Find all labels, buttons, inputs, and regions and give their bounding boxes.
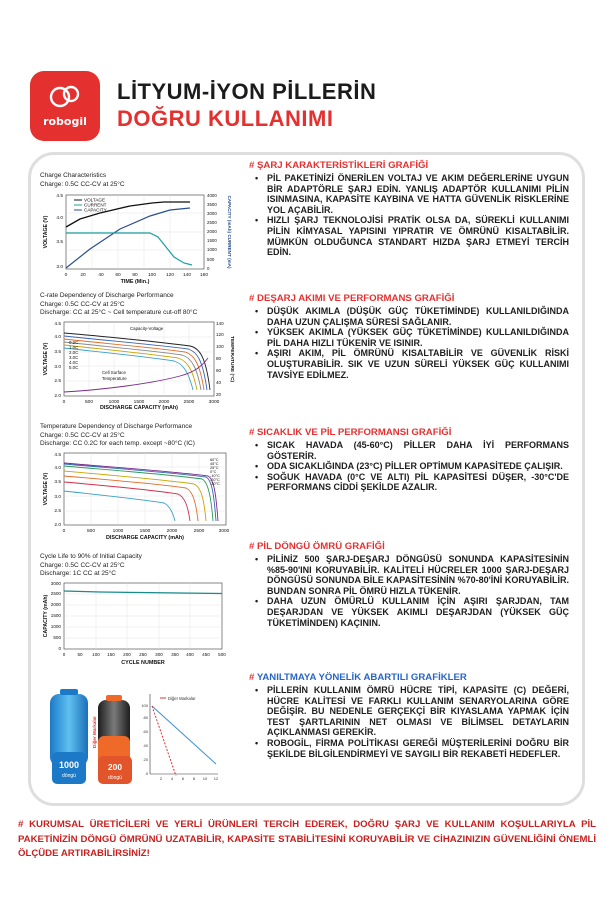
- robogil-logo: [30, 71, 100, 141]
- battery2-side-label: Diğer Markalar: [92, 716, 97, 748]
- battery1-unit: döngü: [62, 773, 76, 779]
- y2-tick: 100: [216, 343, 224, 349]
- chart-title: Temperature Dependency of Discharge Performance: [40, 423, 193, 430]
- section-heading: # DEŞARJ AKIMI VE PERFORMANS GRAFİĞİ: [249, 293, 455, 304]
- y-tick: 60: [143, 729, 148, 734]
- list-item: • DAHA UZUN ÖMÜRLÜ KULLANIM İÇİN AŞIRI ŞARJDAN, TAM DEŞARJDAN VE YÜKSEK AKIMLI DEŞARJDAN (YÜKSEK GÜÇ TÜKETİMİNDEN) KAÇININ.: [255, 596, 569, 628]
- cell-surface-label: Cell Surface: [102, 369, 126, 375]
- temp-legend: 0°C: [210, 469, 217, 474]
- charge-chart-svg: [40, 189, 236, 285]
- x-tick: 160: [199, 273, 209, 279]
- y-tick: 100: [141, 703, 148, 708]
- x-axis-label: DISCHARGE CAPACITY (mAh): [100, 404, 178, 410]
- page-title-line2: DOĞRU KULLANIMI: [117, 106, 334, 131]
- temperature-label: Temperature: [102, 375, 127, 381]
- robogil-trend-line: [152, 706, 216, 764]
- y2-axis-label: CAPACITY (mAh) CURRENT (mA): [227, 195, 232, 269]
- y2-tick: 140: [216, 320, 224, 326]
- y-tick: 1000: [50, 623, 61, 629]
- section-heading: # SICAKLIK VE PİL PERFORMANSI GRAFİĞİ: [249, 427, 452, 438]
- y-tick: 0: [58, 645, 61, 651]
- y-tick: 4.5: [54, 321, 61, 327]
- rate-label: 5.0C: [69, 364, 79, 370]
- x-tick: 3000: [218, 528, 230, 534]
- comparison-legend: Diğer Markalar: [168, 696, 196, 701]
- x-tick: 500: [218, 651, 226, 657]
- y-tick: 4.0: [56, 216, 63, 222]
- footer-note: # KURUMSAL ÜRETİCİLERİ VE YERLİ ÜRÜNLERİ TERCİH EDEREK, DOĞRU ŞARJ VE KULLANIM KOŞULLARIYLA PİL PAKETİNİZİN DÖNGÜ ÖMRÜNÜ UZATABİLİR, KAPASİTE STABİLİTESİNİ KORUYABİLİR VE CİHAZINIZIN GÜVENLİĞİNİ ÖNEMLİ ÖLÇÜDE ARTIRABİLİRSİNİZ!: [18, 819, 596, 860]
- x-tick: 40: [98, 273, 104, 279]
- y2-tick: 0: [207, 266, 210, 272]
- chart-subtitle: Charge: 0.5C CC-CV at 25°C: [40, 300, 125, 308]
- crate-chart: [40, 292, 236, 410]
- section-list: [249, 554, 569, 628]
- x-tick: 20: [80, 273, 86, 279]
- section-discharge: [249, 293, 569, 380]
- y-tick: 3.5: [56, 240, 63, 246]
- x-tick: 8: [192, 776, 196, 781]
- section-charge: [249, 160, 569, 258]
- cycle-chart-svg: [40, 579, 236, 667]
- charge-chart: [40, 172, 236, 285]
- section-heading: # ŞARJ KARAKTERİSTİKLERİ GRAFİĞİ: [249, 160, 429, 171]
- y2-tick: 1500: [207, 238, 217, 244]
- y-axis-label: CAPACITY (mAh): [43, 594, 49, 638]
- x-tick: 0: [64, 273, 68, 279]
- temp-legend: 60°C: [210, 457, 219, 462]
- battery-robogil: [50, 689, 88, 784]
- section-list: [249, 440, 569, 493]
- x-tick: 100: [92, 651, 100, 657]
- x-tick: 500: [84, 399, 94, 405]
- section-heading: # YANILTMAYA YÖNELİK ABARTILI GRAFİKLER: [249, 672, 467, 683]
- y-tick: 2500: [50, 590, 61, 596]
- capacity-voltage-label: Capacity-Voltage: [130, 325, 164, 331]
- y2-tick: 20: [216, 391, 222, 397]
- y-tick: 2.0: [54, 522, 61, 528]
- y2-tick: 3500: [207, 202, 217, 208]
- y-tick: 500: [53, 634, 61, 640]
- section-list: [249, 685, 569, 759]
- y-tick: 40: [143, 743, 148, 748]
- comparison-graphic: [40, 680, 240, 792]
- chart-title: Charge Characteristics: [40, 172, 107, 179]
- x-tick: 0: [62, 651, 66, 657]
- chart-subtitle: Charge: 0.5C CC-CV at 25°C: [40, 431, 125, 439]
- x-tick: 200: [123, 651, 131, 657]
- x-tick: 2500: [193, 528, 205, 534]
- y-tick: 3.5: [54, 479, 61, 485]
- x-tick: 1500: [139, 528, 151, 534]
- x-tick: 12: [213, 776, 219, 781]
- x-tick: 3000: [208, 399, 220, 405]
- x-tick: 50: [77, 651, 83, 657]
- x-tick: 250: [139, 651, 147, 657]
- list-item: • HIZLI ŞARJ TEKNOLOJİSİ PRATİK OLSA DA, SÜREKLİ KULLANIMI PİLİN KİMYASAL YAPISINI YIPRATIR VE ÖMRÜNÜ KISALTABİLİR. MÜMKÜN OLDUĞUNCA STANDART HIZDA ŞARJ ETMEYİ TERCİH EDİN.: [255, 215, 569, 257]
- section-cycle-life: [249, 541, 569, 628]
- y-tick: 0: [145, 771, 148, 776]
- y2-tick: 60: [216, 367, 222, 373]
- temp-legend: -20°C: [210, 477, 220, 482]
- list-item: • SICAK HAVADA (45-60°C) PİLLER DAHA İYİ PERFORMANS GÖSTERİR.: [255, 440, 569, 461]
- chart-subtitle: Discharge: CC 0.2C for each temp. except ~80°C (IC): [40, 440, 195, 448]
- temp-legend: 25°C: [210, 465, 219, 470]
- x-tick: 500: [86, 528, 96, 534]
- x-tick: 2000: [166, 528, 178, 534]
- y-tick: 1500: [50, 612, 61, 618]
- y-tick: 4.5: [54, 452, 61, 458]
- battery1-count: 1000: [58, 760, 80, 770]
- rate-label: 0.2C: [69, 339, 79, 345]
- legend-voltage: VOLTAGE: [84, 197, 106, 203]
- y-axis-label: VOLTAGE (V): [43, 215, 49, 249]
- y-tick: 3.0: [54, 494, 61, 500]
- y-tick: 4.5: [56, 194, 63, 200]
- chart-subtitle: Discharge: 1C CC at 25°C: [40, 570, 116, 578]
- legend-current: CURRENT: [84, 202, 107, 208]
- list-item: • YÜKSEK AKIMLA (YÜKSEK GÜÇ TÜKETİMİNDE) KULLANILDIĞINDA PİL DAHA HIZLI TÜKENİR VE ISINIR.: [255, 327, 569, 348]
- rate-label: 2.0C: [69, 349, 79, 355]
- y-tick: 20: [143, 757, 148, 762]
- y2-tick: 2500: [207, 220, 217, 226]
- x-tick: 10: [202, 776, 208, 781]
- page-title-line1: LİTYUM-İYON PİLLERİN: [117, 79, 377, 104]
- x-tick: 80: [132, 273, 138, 279]
- y-axis-label: VOLTAGE (V): [43, 342, 49, 376]
- y2-tick: 500: [207, 257, 215, 263]
- rate-label: 1.0C: [69, 344, 79, 350]
- battery-other-brands: [92, 695, 132, 784]
- temperature-chart: [40, 423, 236, 541]
- robogil-logo-mark: [30, 81, 100, 113]
- list-item: • DÜŞÜK AKIMLA (DÜŞÜK GÜÇ TÜKETİMİNDE) KULLANILDIĞINDA DAHA UZUN ÇALIŞMA SÜRESİ SAĞLANIR.: [255, 306, 569, 327]
- list-item: • ODA SICAKLIĞINDA (23°C) PİLLER OPTİMUM KAPASİTEDE ÇALIŞIR.: [255, 461, 569, 472]
- x-tick: 6: [181, 776, 185, 781]
- y2-axis-label: TEMPERATURE (°C): [229, 335, 234, 382]
- x-tick: 0: [62, 528, 66, 534]
- x-tick: 1000: [112, 528, 124, 534]
- list-item: • PİL PAKETİNİZİ ÖNERİLEN VOLTAJ VE AKIM DEĞERLERİNE UYGUN BİR ADAPTÖRLE ŞARJ EDİN. YANLIŞ ADAPTÖR KULLANIMI PİLİN ISINMASINA, KAPASİTE KAYBINA VE HATTA GÜVENLİK RİSKLERİNE YOL AÇABİLİR.: [255, 173, 569, 215]
- x-axis-label: DISCHARGE CAPACITY (mAh): [106, 534, 184, 541]
- logo-text: robogil: [43, 115, 87, 128]
- x-tick: 350: [171, 651, 179, 657]
- legend-capacity: CAPACITY: [84, 207, 107, 213]
- y2-tick: 2000: [207, 229, 217, 235]
- y-tick: 4.0: [54, 334, 61, 340]
- temperature-chart-svg: [40, 449, 236, 541]
- section-list: [249, 173, 569, 258]
- list-item: • ROBOGİL, FİRMA POLİTİKASI GEREĞİ MÜŞTERİLERİNİ DOĞRU BİR ŞEKİLDE BİLGİLENDİRMEYİ VE SAYGILI BİR REKABETİ HEDEFLER.: [255, 738, 569, 759]
- x-tick: 450: [202, 651, 210, 657]
- section-heading: # PİL DÖNGÜ ÖMRÜ GRAFİĞİ: [249, 541, 385, 552]
- chart-subtitle: Discharge: CC at 25°C ~ Cell temperature cut-off 80°C: [40, 309, 198, 317]
- y-tick: 4.0: [54, 465, 61, 471]
- rate-label: 4.0C: [69, 359, 79, 365]
- section-temperature: [249, 427, 569, 493]
- y-tick: 2.5: [54, 378, 61, 384]
- list-item: • PİLİNİZ 500 ŞARJ-DEŞARJ DÖNGÜSÜ SONUNDA KAPASİTESİNİN %85-90'INI KORUYABİLİR. KALİTELİ HÜCRELER 1000 ŞARJ-DEŞARJ DÖNGÜSÜ SONUNDA BİLE KAPASİTESİNİN %70-80'İNİ KORUYABİLİR. BUNDAN SONRA PİL ÖMRÜ HIZLA TÜKENİR.: [255, 554, 569, 596]
- battery2-count: 200: [107, 762, 123, 772]
- temp-legend: -30°C: [210, 481, 220, 486]
- cycle-life-chart: [40, 553, 236, 667]
- x-tick: 2: [159, 776, 163, 781]
- x-axis-label: CYCLE NUMBER: [121, 659, 165, 666]
- temp-legend: -10°C: [210, 473, 220, 478]
- section-list: [249, 306, 569, 380]
- chart-subtitle: Charge: 0.5C CC-CV at 25°C: [40, 180, 125, 188]
- y2-tick: 40: [216, 379, 222, 385]
- y2-tick: 1000: [207, 247, 217, 253]
- comparison-line-chart: [141, 694, 219, 781]
- x-tick: 1000: [108, 399, 120, 405]
- y-tick: 2.5: [54, 508, 61, 514]
- list-item: • SOĞUK HAVADA (0°C VE ALTI) PİL KAPASİTESİ DÜŞER, -30°C'DE PERFORMANS CİDDİ ŞEKİLDE AZALIR.: [255, 472, 569, 493]
- chart-subtitle: Charge: 0.5C CC-CV at 25°C: [40, 561, 125, 569]
- list-item: • AŞIRI AKIM, PİL ÖMRÜNÜ KISALTABİLİR VE GÜVENLİK RİSKİ OLUŞTURABİLİR. SIK VE UZUN SÜRELİ YÜKSEK GÜÇ KULLANIMI TAVSİYE EDİLMEZ.: [255, 348, 569, 380]
- y-tick: 3.0: [54, 364, 61, 370]
- y-tick: 3.0: [56, 265, 63, 271]
- x-tick: 400: [186, 651, 194, 657]
- crate-chart-svg: [40, 318, 236, 410]
- y2-tick: 4000: [207, 193, 217, 199]
- x-tick: 1500: [133, 399, 145, 405]
- y2-tick: 80: [216, 355, 222, 361]
- x-tick: 0: [62, 399, 66, 405]
- y-axis-label: VOLTAGE (V): [43, 472, 49, 506]
- x-tick: 2000: [158, 399, 170, 405]
- x-tick: 60: [115, 273, 121, 279]
- y-tick: 3000: [50, 580, 61, 586]
- x-tick: 300: [155, 651, 163, 657]
- y-tick: 3.5: [54, 349, 61, 355]
- x-tick: 100: [147, 273, 157, 279]
- x-tick: 140: [182, 273, 192, 279]
- chart-title: C-rate Dependency of Discharge Performance: [40, 292, 174, 299]
- temp-legend: 45°C: [210, 461, 219, 466]
- x-tick: 2500: [183, 399, 195, 405]
- battery2-unit: döngü: [108, 775, 122, 781]
- section-misleading-graphs: [249, 672, 569, 759]
- x-tick: 4: [170, 776, 174, 781]
- y-tick: 2.0: [54, 393, 61, 399]
- y-tick: 2000: [50, 601, 61, 607]
- list-item: • PİLLERİN KULLANIM ÖMRÜ HÜCRE TİPİ, KAPASİTE (C) DEĞERİ, HÜCRE KALİTESİ VE FARKLI KULLANIM SENARYOLARINA GÖRE DEĞİŞİR. BU NEDENLE GERÇEKÇİ BİR KIYASLAMA YAPMAK İÇİN TEST ŞARTLARININ NET OLMASI VE BİLİMSEL DETAYLARIN AÇIKLANMASI GEREKİR.: [255, 685, 569, 738]
- y2-tick: 120: [216, 331, 224, 337]
- y2-tick: 3000: [207, 211, 217, 217]
- x-tick: 120: [165, 273, 175, 279]
- chart-title: Cycle Life to 90% of Initial Capacity: [40, 553, 142, 560]
- y-tick: 80: [143, 715, 148, 720]
- x-axis-label: TIME (Min.): [120, 279, 150, 286]
- x-tick: 150: [107, 651, 115, 657]
- rate-label: 3.0C: [69, 354, 79, 360]
